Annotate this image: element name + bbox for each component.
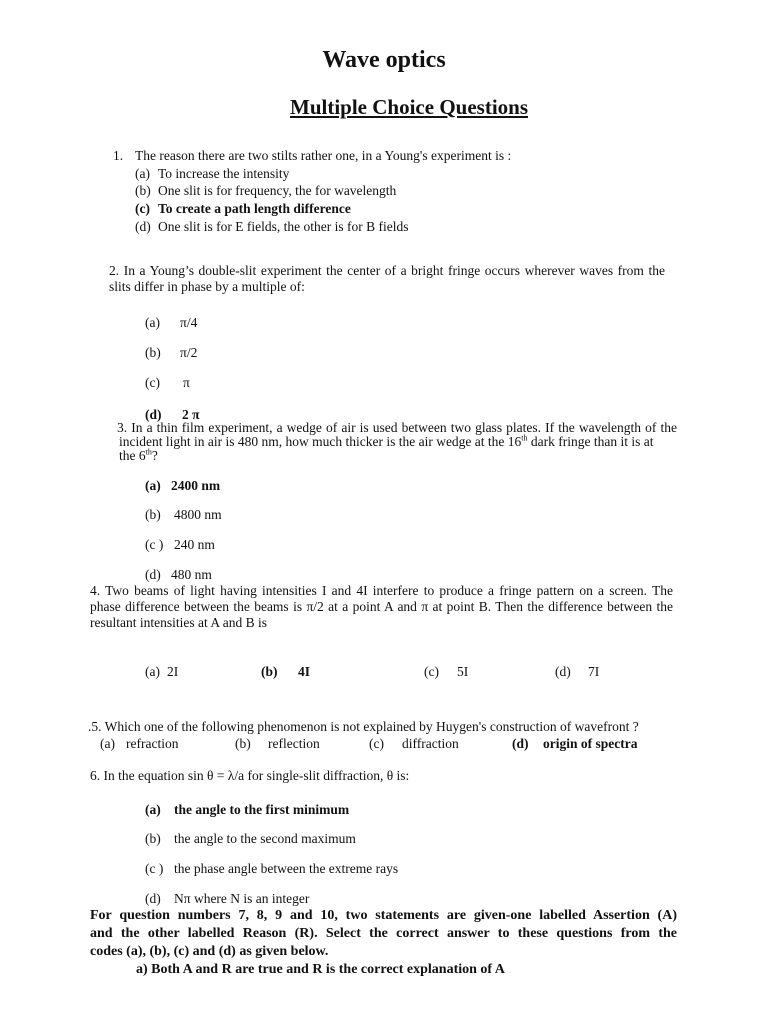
option-text: diffraction <box>402 736 459 751</box>
option-label: (d) <box>145 567 161 582</box>
option-text: reflection <box>268 736 320 751</box>
option-text: 5I <box>457 664 469 679</box>
stem-text: ? <box>151 448 158 463</box>
question-stem-line: resultant intensities at A and B is <box>90 615 267 630</box>
option-text: 2 π <box>182 407 200 422</box>
ordinal-suffix: th <box>521 433 528 443</box>
option-label: (d) <box>145 407 162 422</box>
option-label: (a) <box>145 315 160 330</box>
option-label: (d) <box>145 891 161 906</box>
option-label: (a) <box>100 736 115 751</box>
ordinal-suffix: th <box>145 447 152 457</box>
option-text: 2400 nm <box>171 478 221 493</box>
page-title: Wave optics <box>322 47 446 73</box>
option-text: 7I <box>588 664 600 679</box>
instruction-line: For question numbers 7, 8, 9 and 10, two statements are given-one labelled Assertion (A) <box>90 908 677 923</box>
stem-text: incident light in air is 480 nm, how much thicker is the air wedge at the 16 <box>119 434 522 449</box>
option-text: refraction <box>126 736 179 751</box>
question-stem: 6. In the equation sin θ = λ/a for single-slit diffraction, θ is: <box>90 768 410 783</box>
question-stem-line: 3. In a thin film experiment, a wedge of air is used between two glass plates. If the wavelength of the <box>117 420 677 435</box>
option-text: 4I <box>298 664 311 679</box>
question-stem-line: 2. In a Young’s double-slit experiment the center of a bright fringe occurs wherever waves from the <box>109 263 665 278</box>
option-text: One slit is for frequency, the for wavelength <box>158 183 397 198</box>
instruction-line: codes (a), (b), (c) and (d) as given below. <box>90 944 329 959</box>
option-label: (b) <box>261 664 278 679</box>
option-label: (b) <box>135 183 151 198</box>
option-text: origin of spectra <box>543 736 638 751</box>
option-label: (a) <box>145 802 161 817</box>
option-text: To create a path length difference <box>158 201 351 216</box>
question-number: 1. <box>113 148 124 163</box>
option-label: (c) <box>145 375 160 390</box>
question-stem-line: phase difference between the beams is π/2 at a point A and π at point B. Then the difference between the <box>90 599 673 614</box>
option-label: (b) <box>145 507 161 522</box>
option-text: 480 nm <box>171 567 212 582</box>
option-text: π/2 <box>180 345 198 360</box>
option-text: π <box>183 375 190 390</box>
question-stem-line <box>119 435 654 449</box>
option-label: (a) <box>145 478 161 493</box>
option-label: (b) <box>145 831 161 846</box>
option-label: (b) <box>235 736 251 751</box>
question-stem-line <box>119 449 158 463</box>
stem-text: dark fringe than it is at <box>527 434 654 449</box>
page-subtitle: Multiple Choice Questions <box>290 95 529 119</box>
option-label: (d) <box>555 664 571 679</box>
option-text: Nπ where N is an integer <box>174 891 310 906</box>
option-text: the angle to the second maximum <box>174 831 356 846</box>
option-label: (c ) <box>145 861 164 876</box>
option-label: (c) <box>135 201 150 216</box>
option-text: the phase angle between the extreme rays <box>174 861 399 876</box>
option-text: 2I <box>167 664 179 679</box>
option-label: (d) <box>135 219 151 234</box>
option-text: the angle to the first minimum <box>174 802 350 817</box>
option-text: To increase the intensity <box>158 166 290 181</box>
option-text: 4800 nm <box>174 507 222 522</box>
answer-code-a: a) Both A and R are true and R is the correct explanation of A <box>136 962 505 977</box>
option-text: π/4 <box>180 315 198 330</box>
question-stem-line: slits differ in phase by a multiple of: <box>109 279 305 294</box>
instruction-line: and the other labelled Reason (R). Select the correct answer to these questions from the <box>90 926 677 941</box>
option-label: (a) <box>135 166 150 181</box>
option-label: (d) <box>512 736 529 751</box>
option-label: (c) <box>369 736 384 751</box>
option-label: (a) <box>145 664 160 679</box>
option-label: (c) <box>424 664 439 679</box>
option-label: (c ) <box>145 537 164 552</box>
question-stem: The reason there are two stilts rather one, in a Young's experiment is : <box>135 148 512 163</box>
option-label: (b) <box>145 345 161 360</box>
stem-text: the 6 <box>119 448 146 463</box>
option-text: One slit is for E fields, the other is for B fields <box>158 219 409 234</box>
question-stem-line: 4. Two beams of light having intensities I and 4I interfere to produce a fringe pattern on a screen. The <box>90 583 673 598</box>
option-text: 240 nm <box>174 537 215 552</box>
question-stem: .5. Which one of the following phenomenon is not explained by Huygen's construction of wavefront ? <box>88 719 639 734</box>
